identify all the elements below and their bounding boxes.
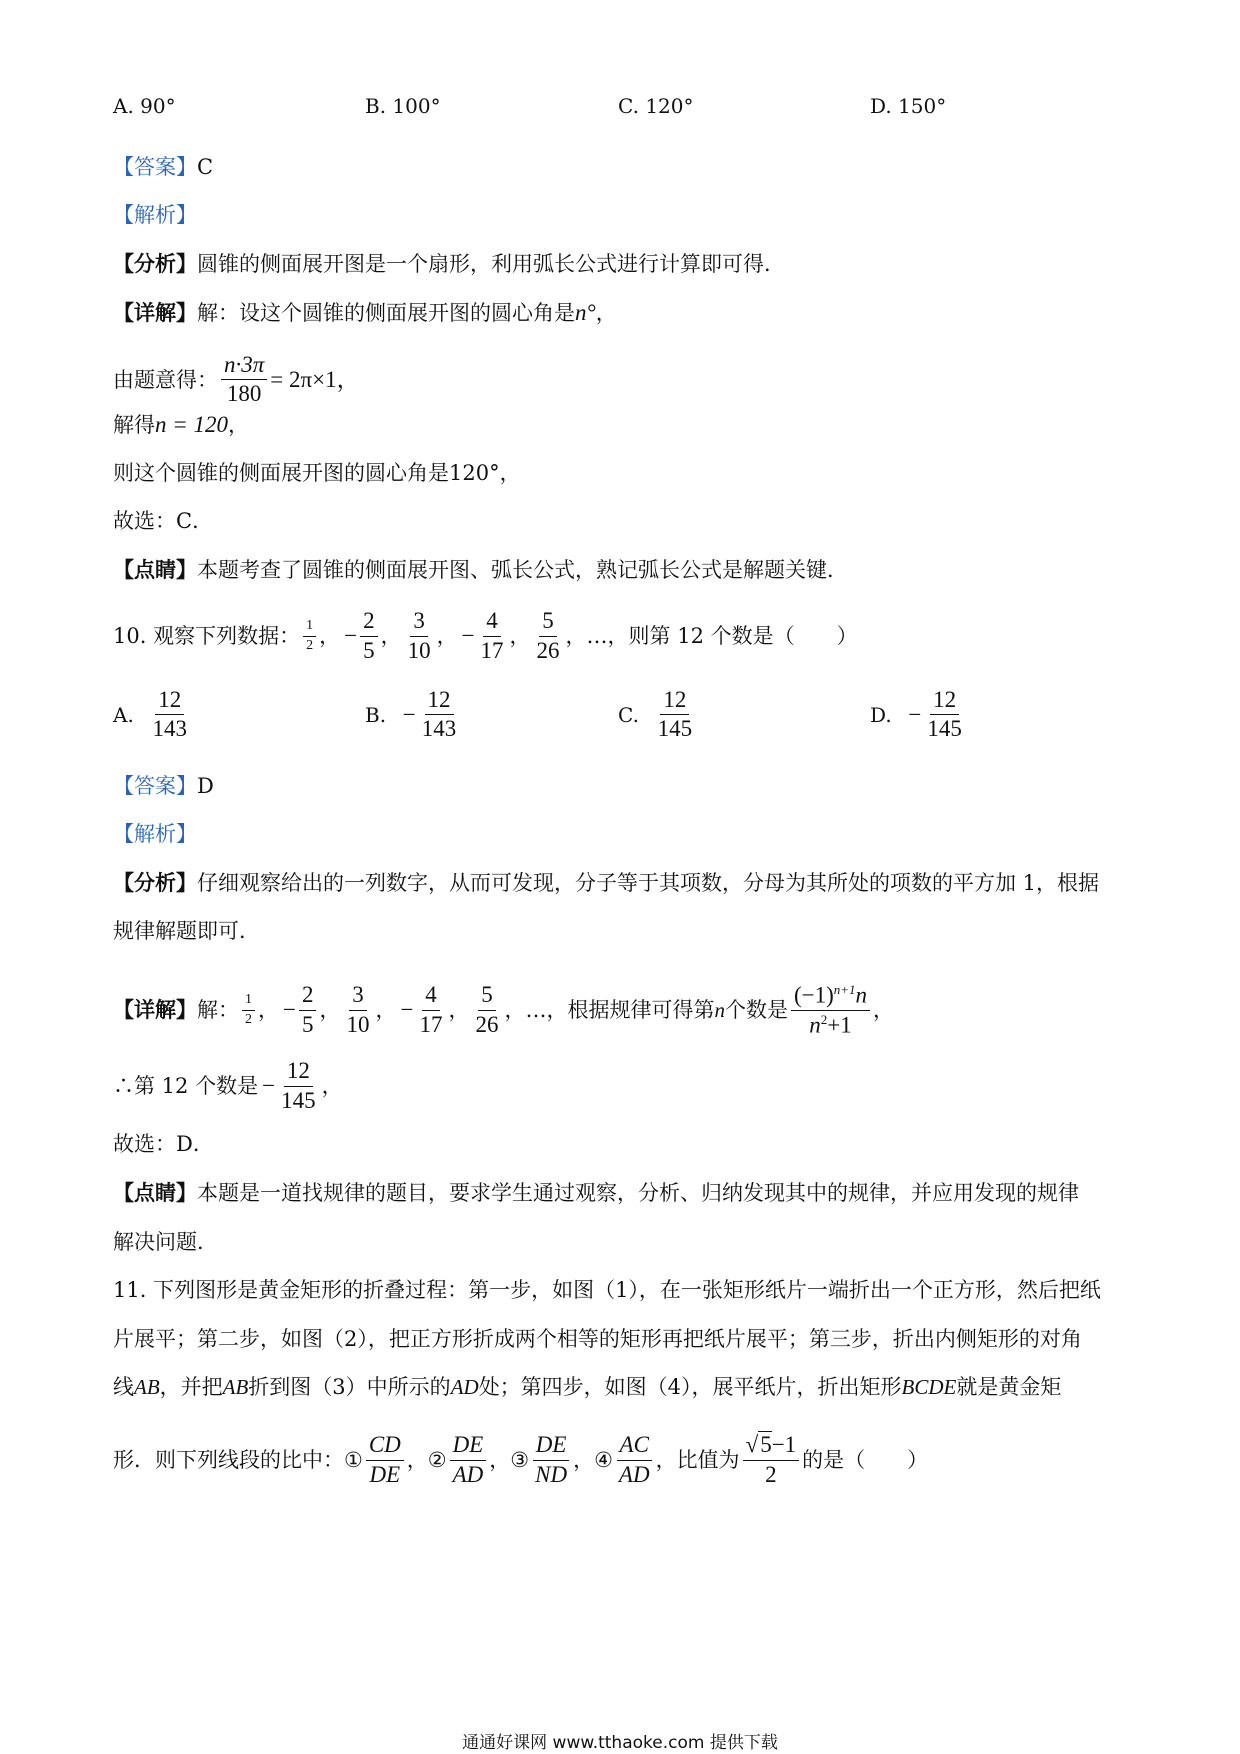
seq-term-2: $\frac{2}{5}$	[360, 609, 378, 662]
q9-option-d: D. 150°	[870, 94, 947, 118]
q11-line-2: 片展平；第二步，如图（2），把正方形折成两个相等的矩形再把纸片展平；第三步，折出内侧矩形的对角	[113, 1327, 1082, 1351]
q9-option-a: A. 90°	[113, 94, 176, 118]
seq-term-1: $\frac{1}{2}$	[303, 619, 316, 653]
q10-option-a: A. $\frac{12}{143}$	[113, 687, 188, 742]
ratio-4: $\frac{AC}{AD}$	[616, 1433, 653, 1486]
seq-term-3: $\frac{3}{10}$	[407, 608, 431, 663]
q10-dianjing: 【点睛】 本题是一道找规律的题目，要求学生通过观察，分析、归纳发现其中的规律，并应用发现的规律	[113, 1180, 1079, 1205]
page-footer: 通通好课网 www.tthaoke.com 提供下载	[462, 1733, 778, 1753]
q11-line-4: 形．则下列线段的比中： ① $\frac{CD}{DE}$ ， ② $\frac{DE}{AD}$ ， ③ $\frac{DE}{ND}$ ， ④ $\frac{AC}{AD}$ ， 比值为 $\frac{√5-1}{2}$ 的是（ ）	[113, 1432, 929, 1487]
golden-ratio-fraction: $\frac{√5-1}{2}$	[743, 1433, 800, 1486]
answer-tag: 【答案】	[113, 155, 197, 179]
q10-option-d: D. − $\frac{12}{145}$	[870, 687, 962, 742]
ratio-1: $\frac{CD}{DE}$	[366, 1433, 404, 1486]
q10-fenxi: 【分析】 仔细观察给出的一列数字，从而可发现，分子等于其项数，分母为其所处的项数的平方加 1，根据	[113, 870, 1100, 895]
seq-term-4: $\frac{4}{17}$	[480, 608, 504, 663]
q10-analysis-heading: 【解析】	[113, 822, 197, 846]
q9-dianjing: 【点睛】 本题考查了圆锥的侧面展开图、弧长公式，熟记弧长公式是解题关键．	[113, 557, 848, 582]
q9-analysis-heading: 【解析】	[113, 203, 197, 227]
q10-option-c: C. $\frac{12}{145}$	[618, 687, 693, 742]
q9-choose: 故选：C．	[113, 509, 214, 533]
answer-value: C	[197, 155, 214, 179]
q9-equation: 由题意得： $\frac{n\cdot 3\pi}{180}$ = 2π×1，	[113, 352, 360, 407]
general-term-fraction: $\frac{(-1)^{n+1}n}{n^2+1}$	[791, 983, 870, 1038]
q9-xiangjie: 【详解】 解：设这个圆锥的侧面展开图的圆心角是 n° ，	[113, 300, 617, 325]
q10-xiangjie: 【详解】 解： $\frac{1}{2}$ ， − $\frac{2}{5}$ ， $\frac{3}{10}$ ， − $\frac{4}{17}$ ， $\frac{5}{26}$ ， …，根据规律可得第 n 个数是 $\frac{(-1)^{n+1}n}{n^2+1}$ ，	[113, 981, 895, 1038]
q10-therefore: ∴第 12 个数是 − $\frac{12}{145}$ ，	[113, 1058, 343, 1113]
q9-conclusion: 则这个圆锥的侧面展开图的圆心角是120°，	[113, 461, 521, 485]
q9-option-c: C. 120°	[618, 94, 694, 118]
q9-option-b: B. 100°	[365, 94, 441, 118]
q9-solve: 解得 n = 120 ，	[113, 412, 250, 437]
q10-stem: 10. 观察下列数据： $\frac{1}{2}$ ， − $\frac{2}{5}$ ， $\frac{3}{10}$ ， − $\frac{4}{17}$ ， $\frac{5}{26}$ ， …，则第 12 个数是（ ）	[113, 608, 858, 663]
ratio-3: $\frac{DE}{ND}$	[532, 1433, 570, 1486]
q10-choose: 故选：D．	[113, 1132, 214, 1156]
q11-line-1: 11. 下列图形是黄金矩形的折叠过程：第一步，如图（1），在一张矩形纸片一端折出一个正方形，然后把纸	[113, 1278, 1101, 1302]
q9-fenxi: 【分析】 圆锥的侧面展开图是一个扇形，利用弧长公式进行计算即可得．	[113, 251, 785, 276]
equation-fraction: $\frac{n\cdot 3\pi}{180}$	[221, 353, 267, 406]
q10-fenxi-cont: 规律解题即可．	[113, 919, 260, 943]
q11-line-3: 线 AB ，并把 AB 折到图（3）中所示的 AD 处；第四步，如图（4），展平纸片，折出矩形 BCDE 就是黄金矩	[113, 1375, 1062, 1399]
q9-answer	[113, 152, 1128, 182]
q10-dianjing-cont: 解决问题．	[113, 1230, 218, 1254]
q10-answer: 【答案】 D	[113, 774, 214, 798]
q10-option-b: B. − $\frac{12}{143}$	[365, 687, 457, 742]
seq-term-5: $\frac{5}{26}$	[536, 608, 560, 663]
ratio-2: $\frac{DE}{AD}$	[450, 1433, 487, 1486]
